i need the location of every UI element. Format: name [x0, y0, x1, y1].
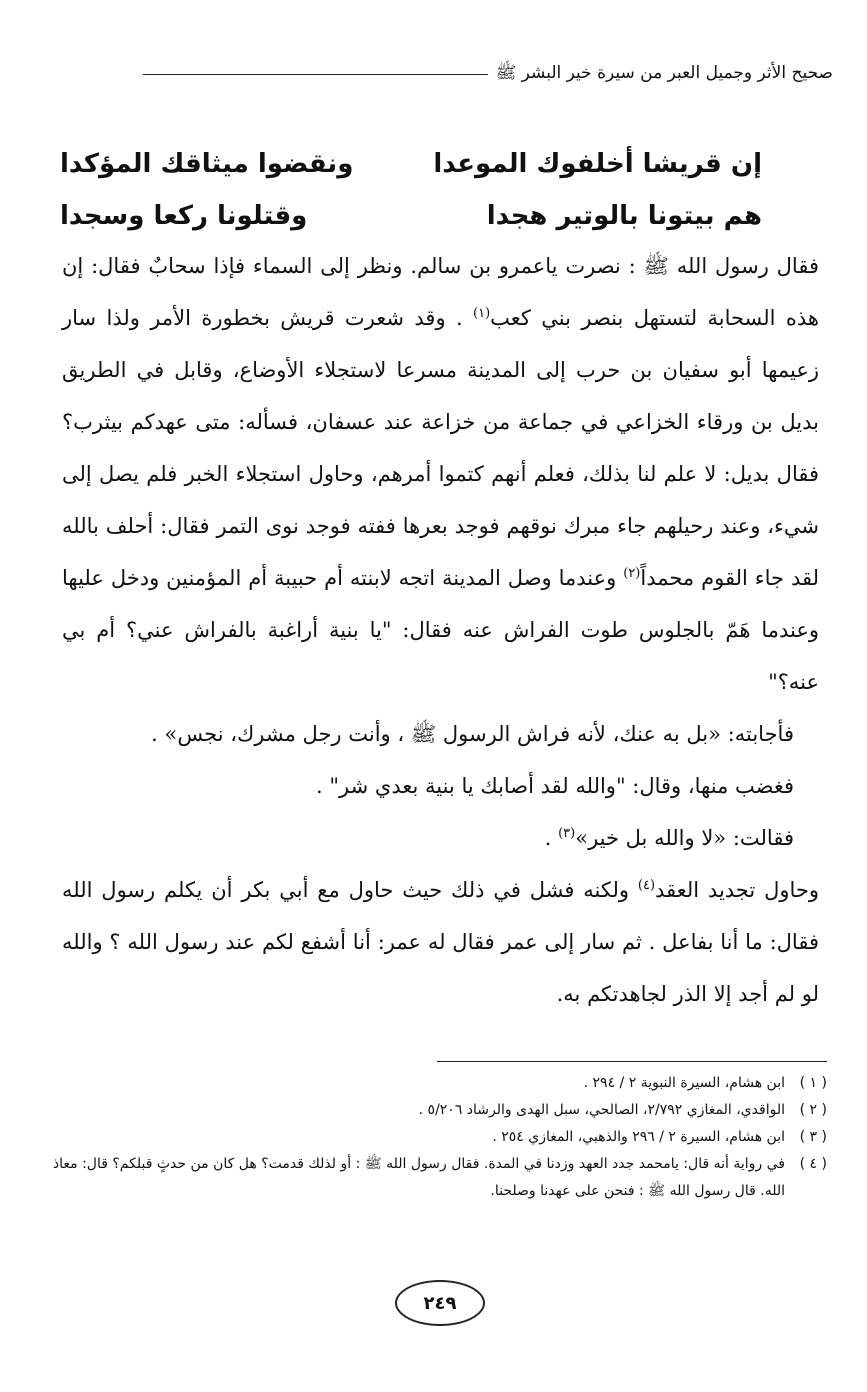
paragraph: فغضب منها، وقال: "والله لقد أصابك يا بنية بعدي شر" .: [316, 774, 794, 798]
poem: [60, 138, 762, 242]
footnotes: [40, 1070, 827, 1205]
footnote: [40, 1124, 827, 1151]
footnote: [40, 1070, 827, 1097]
running-header: [143, 62, 833, 87]
paragraph: [62, 812, 819, 864]
header-rule: [143, 74, 488, 75]
footnote-number: ( ٤ ): [799, 1156, 827, 1172]
footnote-ref[interactable]: (٤): [637, 878, 656, 893]
paragraph: [62, 864, 819, 1020]
body-text: [62, 240, 819, 1020]
running-title: صحيح الأثر وجميل العبر من سيرة خير البشر ﷺ: [495, 63, 833, 83]
paragraph-text: وحاول تجديد العقد: [655, 878, 819, 902]
paragraph-text: . وقد شعرت قريش بخطورة الأمر ولذا سار زعيمها أبو سفيان بن حرب إلى المدينة مسرعا لاستجلاء الأوضاع، وقابل في الطريق بديل بن ورقاء الخزاعي في جماعة من خزاعة عند عسفان، فسأله: متى عهدكم بيثرب؟ فقال بديل: لا علم لنا بذلك، فعلم أنهم كتموا أمرهم، وحاول استجلاء الخبر فلم يصل إلى شيء، وعند رحيلهم جاء مبرك نوقهم فوجد بعرها ففته فوجد نوى التمر فقال: أحلف بالله لقد جاء القوم محمداً: [62, 306, 819, 590]
footnote-divider: [437, 1061, 827, 1062]
paragraph: [62, 240, 819, 708]
footnote-ref[interactable]: (١): [473, 306, 491, 321]
footnote-text: في رواية أنه قال: يامحمد جدد العهد وزدنا في المدة. فقال رسول الله ﷺ : أو لذلك قدمت؟ هل كان من حدثٍ قبلكم؟ قال: معاذ الله. قال رسول الله ﷺ : فنحن على عهدنا وصلحنا.: [52, 1156, 785, 1199]
page-number: ٢٤٩: [395, 1280, 485, 1326]
poem-line: [60, 190, 762, 242]
paragraph-text: .: [544, 826, 559, 850]
footnote-text: ابن هشام، السيرة ٢ / ٢٩٦ والذهبي، المغازي ٢٥٤ .: [492, 1129, 785, 1145]
poem-line: [60, 138, 762, 190]
footnote-number: ( ١ ): [799, 1075, 827, 1091]
poem-hemistich-left: وقتلونا ركعا وسجدا: [60, 201, 308, 231]
paragraph-text: فقالت: «لا والله بل خير»: [575, 826, 794, 850]
footnote-ref[interactable]: (٢): [623, 566, 641, 581]
poem-hemistich-left: ونقضوا ميثاقك المؤكدا: [60, 149, 354, 179]
poem-hemistich-right: هم بيتونا بالوتير هجدا: [486, 201, 762, 231]
footnote-number: ( ٢ ): [799, 1102, 827, 1118]
footnote-number: ( ٣ ): [799, 1129, 827, 1145]
footnote: [40, 1097, 827, 1124]
paragraph-text: ولكنه فشل في ذلك حيث حاول مع أبي بكر أن يكلم رسول الله فقال: ما أنا بفاعل . ثم سار إلى عمر فقال له عمر: أنا أشفع لكم عند رسول الله ؟ والله لو لم أجد إلا الذر لجاهدتكم به.: [62, 878, 819, 1006]
paragraph: فأجابته: «بل به عنك، لأنه فراش الرسول ﷺ ، وأنت رجل مشرك، نجس» .: [151, 722, 794, 746]
footnote: [40, 1151, 827, 1205]
footnote-text: ابن هشام، السيرة النبوية ٢ / ٢٩٤ .: [583, 1075, 785, 1091]
poem-hemistich-right: إن قريشا أخلفوك الموعدا: [433, 149, 762, 179]
footnote-text: الواقدي، المغازي ٢/٧٩٢، الصالحي، سبل الهدى والرشاد ٥/٢٠٦ .: [418, 1102, 785, 1118]
paragraph-text: وعندما وصل المدينة اتجه لابنته أم حبيبة أم المؤمنين ودخل عليها وعندما هَمّ بالجلوس طوت الفراش عنه فقال: "يا بنية أراغبة بالفراش عني؟ أم بي عنه؟": [62, 566, 819, 694]
paragraph-text: فقال رسول الله ﷺ : نصرت ياعمرو بن سالم. ونظر إلى السماء فإذا سحابٌ فقال: إن هذه السحابة لتستهل بنصر بني كعب: [62, 254, 819, 330]
footnote-ref[interactable]: (٣): [558, 826, 576, 841]
